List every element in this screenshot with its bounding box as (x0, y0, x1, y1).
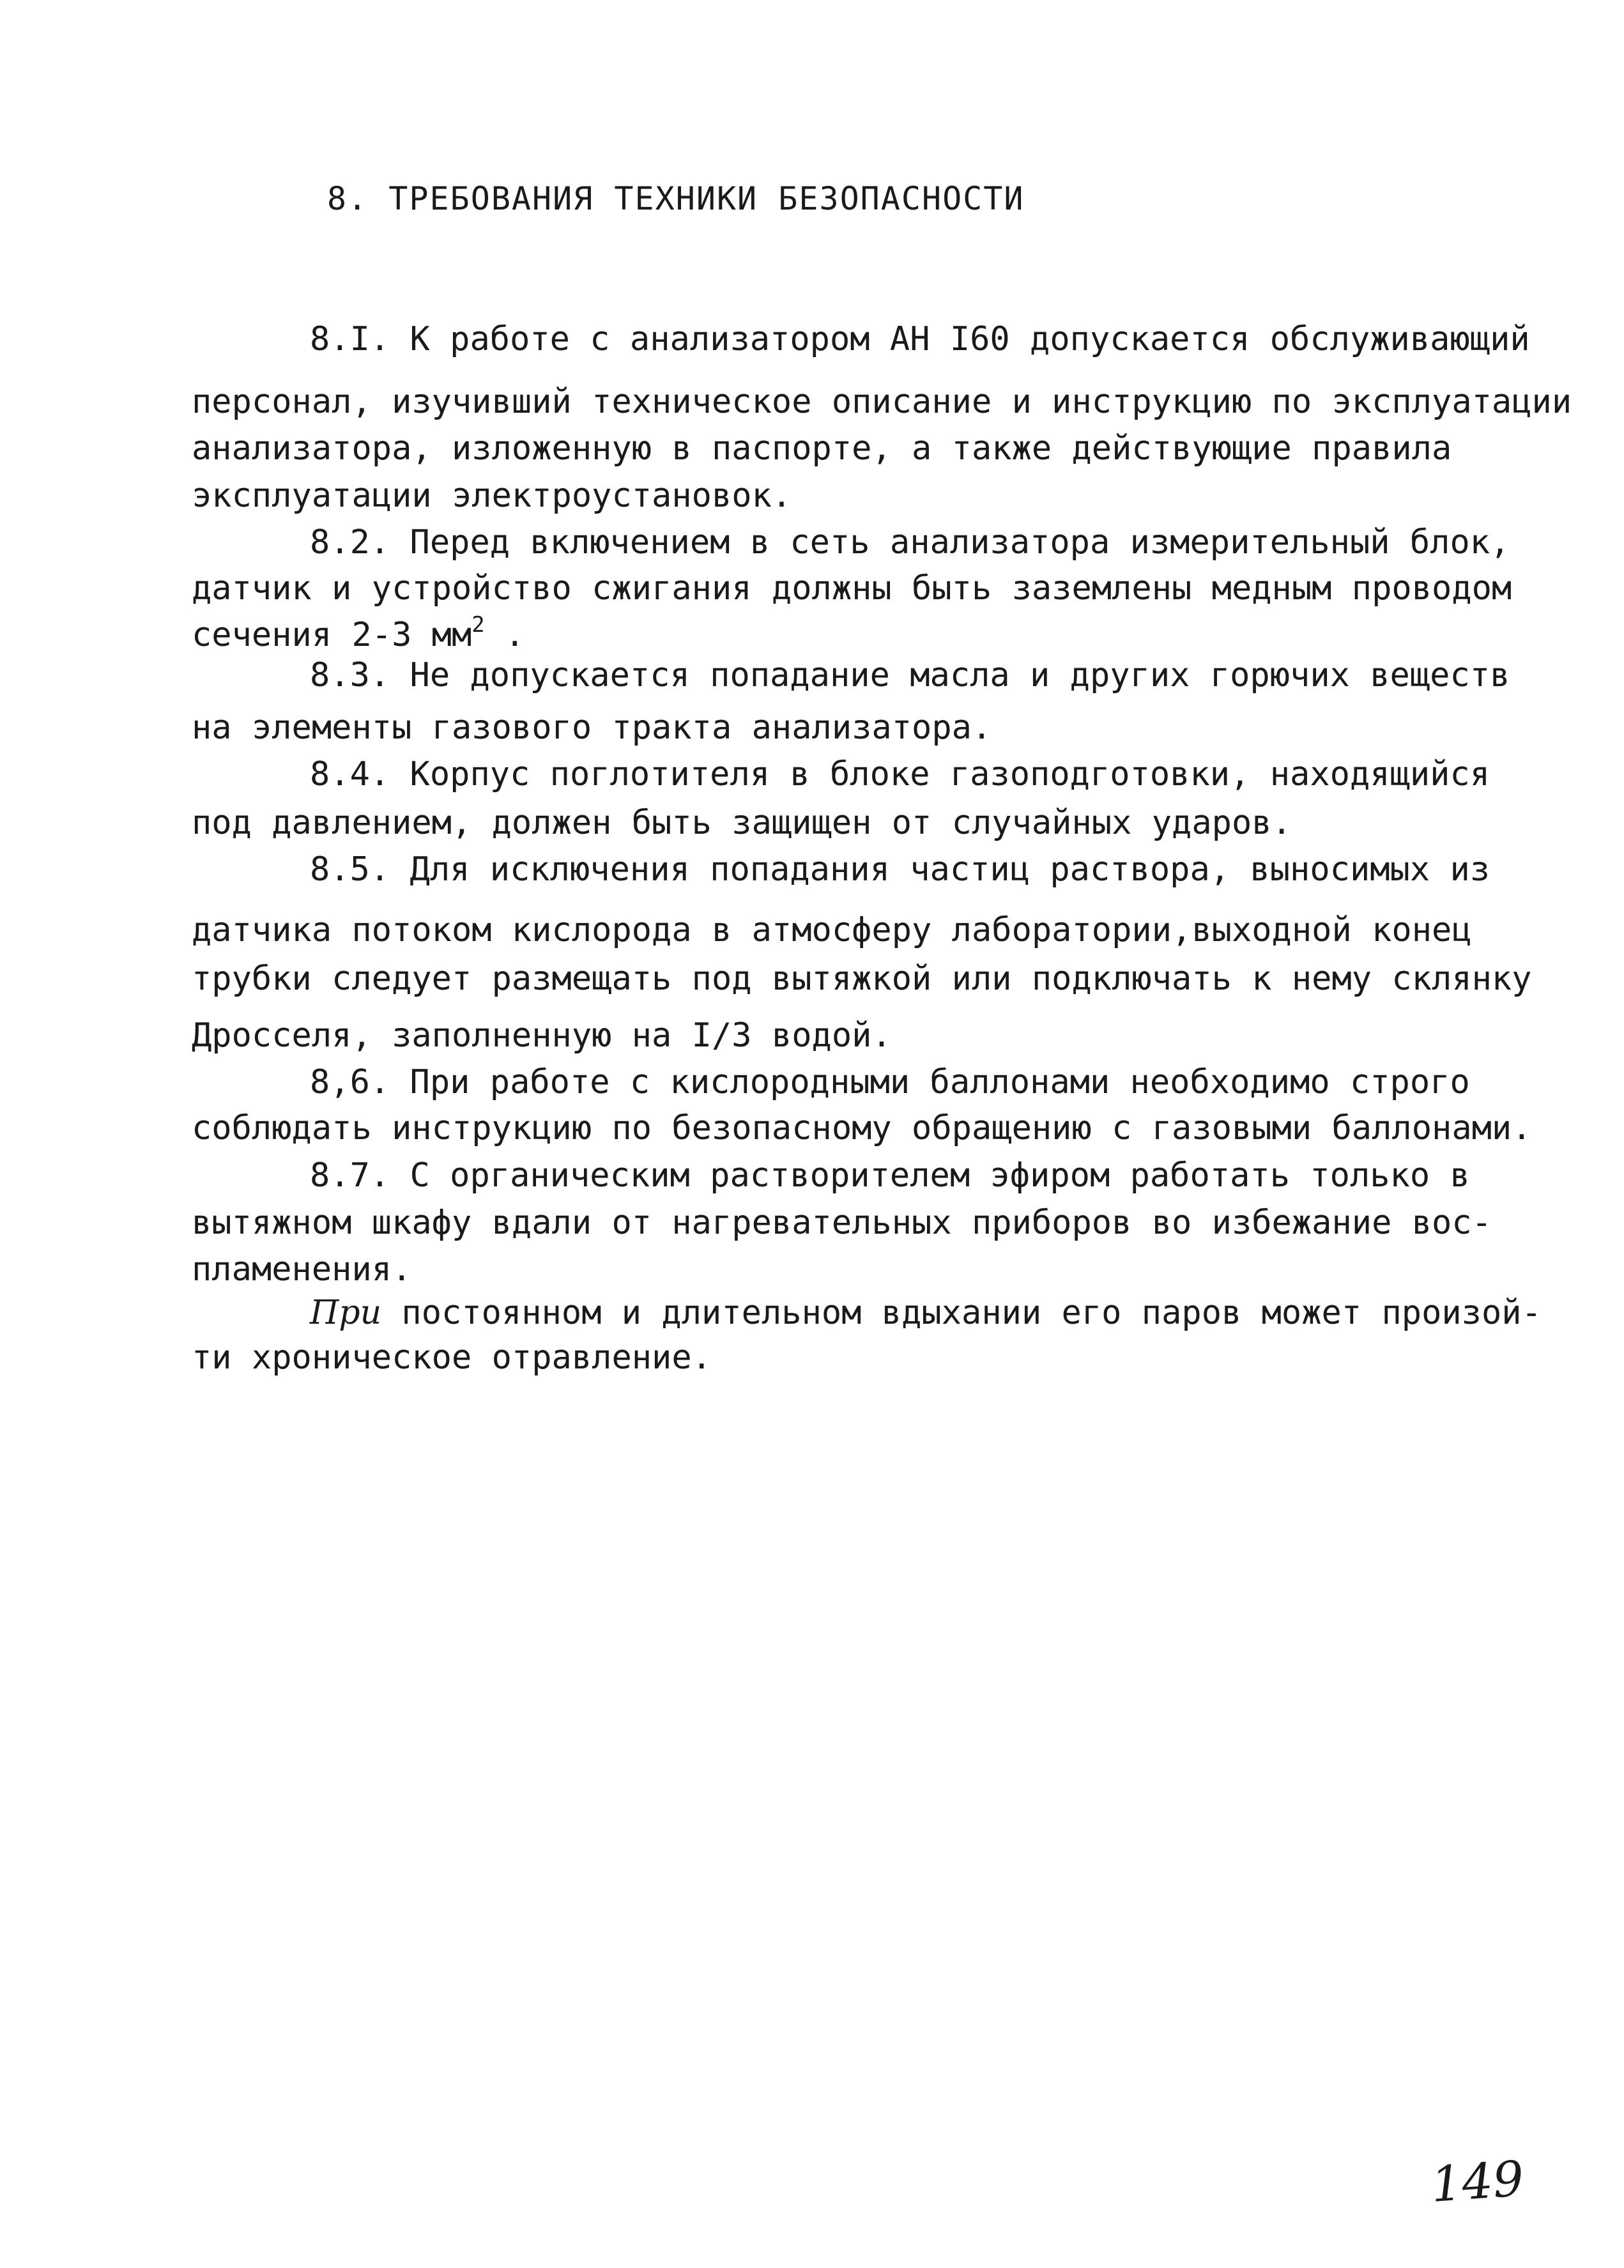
text-line: эксплуатации электроустановок. (192, 477, 792, 515)
text-line: пламенения. (192, 1250, 412, 1289)
text-line: под давлением, должен быть защищен от случайных ударов. (192, 804, 1292, 842)
text-segment: . (484, 616, 525, 654)
text-line: 8.3. Не допускается попадание масла и других горючих веществ (310, 656, 1510, 694)
text-line: 8,6. При работе с кислородными баллонами необходимо строго (310, 1063, 1470, 1101)
text-line: 8.7. С органическим растворителем эфиром работать только в (310, 1156, 1470, 1195)
text-line: 8.4. Корпус поглотителя в блоке газоподготовки, находящийся (310, 755, 1490, 793)
text-line: 8.2. Перед включением в сеть анализатора измерительный блок, (310, 523, 1510, 562)
superscript: 2 (471, 612, 485, 638)
text-line: датчик и устройство сжигания должны быть заземлены медным проводом (192, 569, 1512, 608)
text-line: на элементы газового тракта анализатора. (192, 709, 992, 747)
text-line: соблюдать инструкцию по безопасному обращению с газовыми баллонами. (192, 1109, 1532, 1147)
text-segment: сечения 2-3 мм (192, 616, 472, 654)
text-line (192, 612, 525, 654)
handwritten-word: При (310, 1294, 382, 1332)
text-segment: постоянном и длительном вдыхании его паров может произой- (381, 1294, 1542, 1332)
text-line: 8.5. Для исключения попадания частиц раствора, выносимых из (310, 850, 1490, 889)
text-line: ти хроническое отравление. (192, 1338, 712, 1377)
page-number: 149 (1429, 2150, 1526, 2213)
text-line: Дросселя, заполненную на I/3 водой. (192, 1016, 892, 1055)
text-line: анализатора, изложенную в паспорте, а также действующие правила (192, 429, 1452, 468)
text-line (310, 1294, 1542, 1332)
section-heading: 8. ТРЕБОВАНИЯ ТЕХНИКИ БЕЗОПАСНОСТИ (327, 180, 1025, 217)
text-line: персонал, изучивший техническое описание и инструкцию по эксплуатации (192, 383, 1572, 421)
text-line: вытяжном шкафу вдали от нагревательных приборов во избежание вос- (192, 1204, 1492, 1242)
text-line: датчика потоком кислорода в атмосферу лаборатории,выходной конец (192, 911, 1472, 949)
text-line: 8.I. К работе с анализатором АН I60 допускается обслуживающий (310, 320, 1530, 358)
text-line: трубки следует размещать под вытяжкой или подключать к нему склянку (192, 960, 1532, 998)
